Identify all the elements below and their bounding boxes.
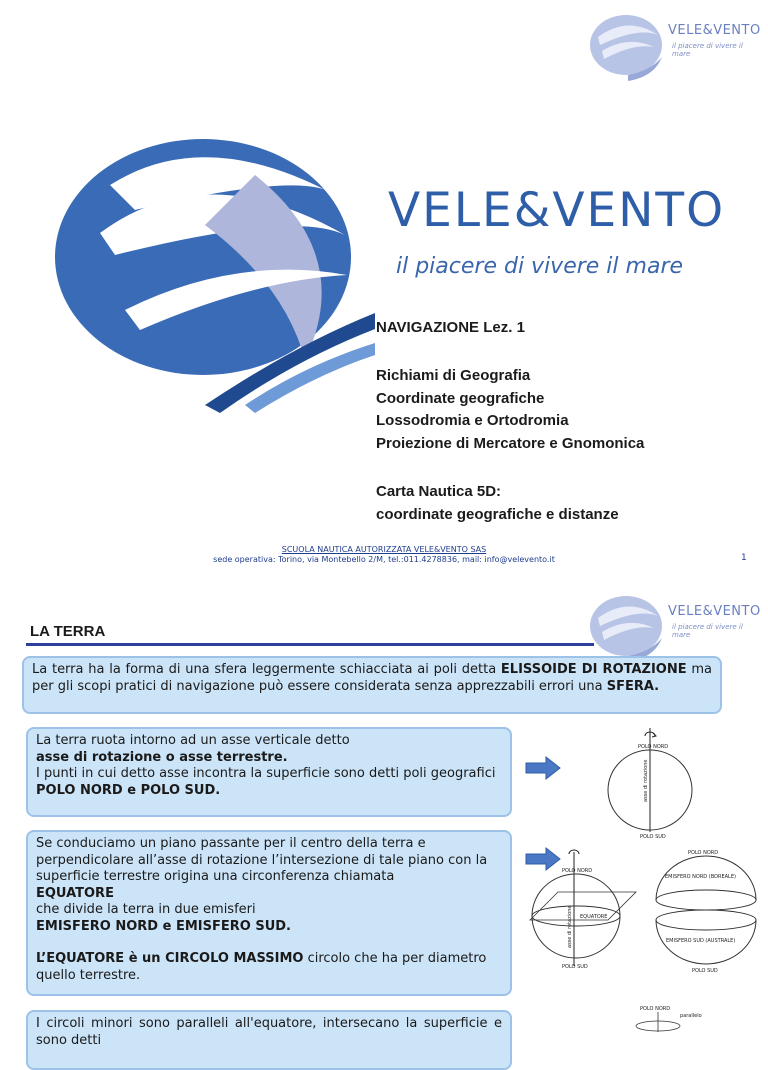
north-pole-label: POLO NORD (638, 744, 669, 750)
box-bold-text: SFERA. (606, 678, 660, 694)
brand-name: VELE&VENTO (388, 183, 726, 238)
corner-brand-tagline: il piacere di vivere il mare (672, 42, 743, 58)
topic-item: Coordinate geografiche (376, 389, 545, 407)
arrow-right-icon (526, 757, 560, 779)
topic-item: Proiezione di Mercatore e Gnomonica (376, 434, 645, 452)
equator-diagram (528, 848, 638, 978)
brand-tagline: il piacere di vivere il mare (396, 254, 684, 279)
box-text: La terra ruota intorno ad un asse verticale detto (36, 733, 350, 748)
south-pole-label: POLO SUD (640, 834, 666, 840)
title-underline (26, 643, 594, 646)
north-pole-label: POLO NORD (688, 850, 719, 856)
box-text: I circoli minori sono paralleli all'equatore, intersecano la superficie e sono detti (36, 1016, 502, 1048)
axis-label: asse di rotazione (567, 905, 573, 948)
equator-label: EQUATORE (580, 914, 608, 920)
sail-logo-icon (588, 586, 668, 666)
axis-label: asse di rotazione (643, 759, 649, 802)
parallels-diagram (618, 1002, 728, 1032)
corner-brand-tagline: il piacere di vivere il mare (672, 623, 743, 639)
box-text: Se conduciamo un piano passante per il centro della terra e perpendicolare all’asse di rotazione l’intersezione di tale piano con la superficie terrestre origina una circonferenza chiamata (36, 836, 488, 884)
north-pole-label: POLO NORD (562, 868, 593, 874)
corner-brand-name: VELE&VENTO (668, 604, 761, 619)
info-box-equator (26, 830, 512, 996)
parallel-label: parallelo (680, 1013, 702, 1019)
chart-topic-subtitle: coordinate geografiche e distanze (376, 505, 619, 523)
box-text: ma per gli scopi pratici di navigazione può essere considerata senza apprezzabili errori una (32, 662, 712, 694)
south-pole-label: POLO SUD (562, 964, 588, 970)
north-pole-label: POLO NORD (640, 1006, 671, 1012)
box-bold-text: asse di rotazione o asse terrestre. (36, 749, 288, 765)
box-bold-text: EMISFERO NORD e EMISFERO SUD. (36, 918, 291, 934)
topic-item: Richiami di Geografia (376, 367, 531, 384)
topic-item: Lossodromia e Ortodromia (376, 412, 569, 429)
south-hemisphere-label: EMISFERO SUD (AUSTRALE) (666, 938, 736, 944)
topic-list (376, 365, 644, 455)
footer-school: SCUOLA NAUTICA AUTORIZZATA VELE&VENTO SAS (281, 545, 487, 554)
box-bold-text: EQUATORE (36, 885, 114, 901)
earth-axis-diagram (598, 720, 708, 850)
sail-logo-icon (588, 5, 668, 85)
slide-title: LA TERRA (30, 623, 106, 640)
chart-topic-title: Carta Nautica 5D: (376, 483, 502, 500)
page-number: 1 (741, 553, 747, 563)
corner-logo (588, 5, 760, 85)
box-bold-text: L’EQUATORE è un CIRCOLO MASSIMO (36, 951, 304, 966)
north-hemisphere-label: EMISFERO NORD (BOREALE) (665, 874, 736, 880)
info-box-parallels (26, 1010, 512, 1070)
slide-footer (0, 545, 768, 565)
info-box-shape (22, 656, 722, 714)
hemispheres-diagram (652, 848, 760, 978)
box-bold-text: ELISSOIDE DI ROTAZIONE (500, 662, 687, 677)
south-pole-label: POLO SUD (692, 968, 718, 974)
box-bold-text: POLO NORD e POLO SUD. (36, 782, 221, 798)
big-sail-logo-icon (55, 115, 375, 415)
footer-address: sede operativa: Torino, via Montebello 2/M, tel.:011.4278836, mail: info@velevento.it (213, 555, 555, 564)
info-box-axis (26, 727, 512, 817)
corner-logo (588, 586, 760, 666)
corner-brand-name: VELE&VENTO (668, 23, 761, 38)
lesson-heading: NAVIGAZIONE Lez. 1 (376, 319, 525, 336)
box-text: I punti in cui detto asse incontra la superficie sono detti poli geografici (36, 766, 496, 781)
content-slide (0, 590, 768, 1048)
chart-topic (376, 481, 619, 526)
box-text: La terra ha la forma di una sfera leggermente schiacciata ai poli detta (32, 662, 501, 677)
box-text: circolo che ha per diametro quello terrestre. (36, 951, 487, 983)
box-text: che divide la terra in due emisferi (36, 902, 256, 917)
